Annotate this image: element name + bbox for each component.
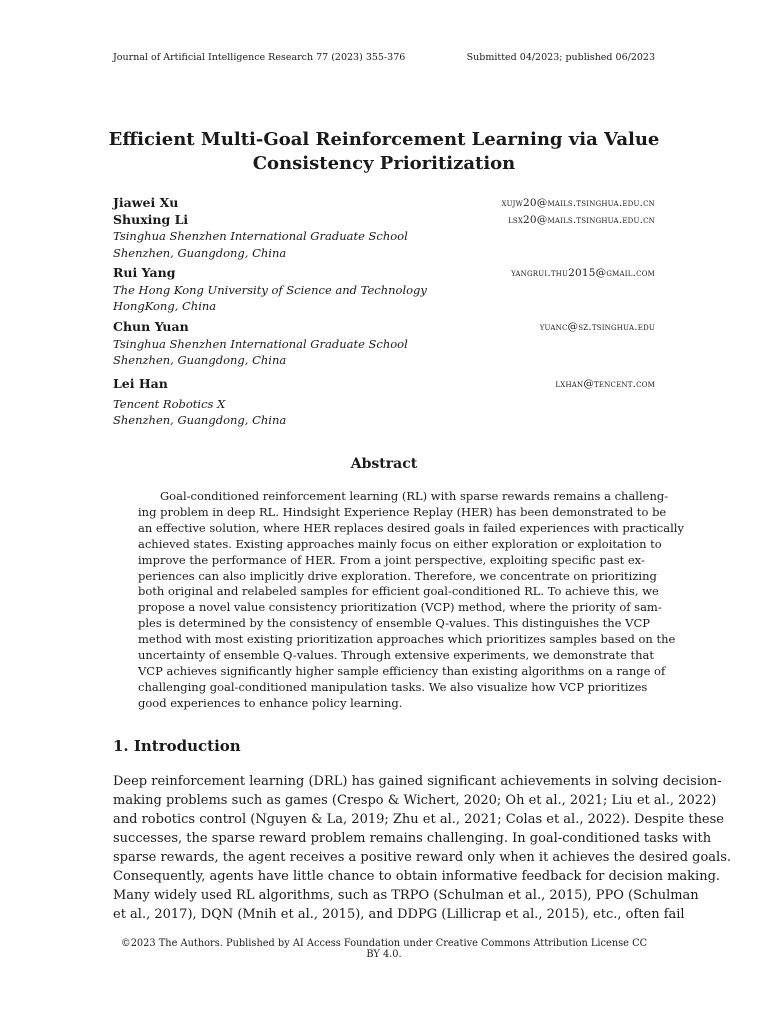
abstract-line: both original and relabeled samples for efficient goal-conditioned RL. To achieve this, we	[138, 584, 659, 599]
abstract-line: challenging goal-conditioned manipulation tasks. We also visualize how VCP prioritizes	[138, 679, 648, 694]
abstract-line: method with most existing prioritization approaches which prioritizes samples based on the	[138, 632, 676, 647]
author-name: Chun Yuan	[113, 319, 189, 334]
abstract-line: achieved states. Existing approaches mainly focus on either exploration or exploitation to	[138, 536, 662, 551]
author-name: Rui Yang	[113, 265, 176, 280]
intro-line: and robotics control (Nguyen & La, 2019; Zhu et al., 2021; Colas et al., 2022). Despite these	[113, 812, 724, 827]
affiliation-line: Shenzhen, Guangdong, China	[113, 413, 287, 427]
abstract-line: periences can also implicitly drive exploration. Therefore, we concentrate on prioritizing	[138, 568, 657, 583]
author-email: xujw20@mails.tsinghua.edu.cn	[501, 197, 655, 209]
affiliation-line: Tsinghua Shenzhen International Graduate School	[113, 229, 408, 243]
author-email: lxhan@tencent.com	[555, 378, 655, 390]
author-email: yuanc@sz.tsinghua.edu	[539, 321, 655, 333]
submission-dates: Submitted 04/2023; published 06/2023	[466, 52, 655, 63]
journal-citation: Journal of Artificial Intelligence Research 77 (2023) 355-376	[113, 52, 406, 63]
title-line-1: Efficient Multi-Goal Reinforcement Learning via Value	[108, 129, 660, 150]
abstract-line: propose a novel value consistency prioritization (VCP) method, where the priority of sam-	[138, 600, 662, 615]
paper-title	[100, 128, 668, 176]
copyright-footer: ©2023 The Authors. Published by AI Access Foundation under Creative Commons Attribution License CC BY 4.0.	[120, 938, 648, 960]
intro-line: making problems such as games (Crespo & Wichert, 2020; Oh et al., 2021; Liu et al., 2022)	[113, 793, 717, 808]
author-name: Jiawei Xu	[113, 195, 179, 210]
intro-line: Many widely used RL algorithms, such as TRPO (Schulman et al., 2015), PPO (Schulman	[113, 888, 699, 903]
title-line-2: Consistency Prioritization	[252, 153, 516, 174]
intro-line: Deep reinforcement learning (DRL) has gained significant achievements in solving decision-	[113, 774, 722, 789]
affiliation-line: HongKong, China	[113, 299, 217, 313]
author-group-tsinghua-2	[113, 319, 655, 369]
author-email: yangrui.thu2015@gmail.com	[511, 267, 655, 279]
running-header	[113, 52, 655, 63]
author-name: Lei Han	[113, 376, 168, 391]
intro-line: sparse rewards, the agent receives a positive reward only when it achieves the desired goals.	[113, 850, 732, 865]
introduction-body	[113, 772, 732, 924]
abstract-heading: Abstract	[350, 456, 418, 472]
abstract-line: uncertainty of ensemble Q-values. Through extensive experiments, we demonstrate that	[138, 648, 654, 663]
intro-line: et al., 2017), DQN (Mnih et al., 2015), and DDPG (Lillicrap et al., 2015), etc., often fail	[113, 907, 685, 922]
abstract-line: improve the performance of HER. From a joint perspective, exploiting specific past ex-	[138, 552, 645, 567]
author-group-hkust	[113, 265, 655, 315]
abstract-line: VCP achieves significantly higher sample efficiency than existing algorithms on a range of	[138, 663, 666, 678]
abstract-body	[138, 489, 684, 712]
abstract-line: ing problem in deep RL. Hindsight Experience Replay (HER) has been demonstrated to be	[138, 504, 667, 519]
author-name: Shuxing Li	[113, 211, 189, 227]
abstract-line: ples is determined by the consistency of ensemble Q-values. This distinguishes the VCP	[138, 616, 650, 631]
abstract-line: good experiences to enhance policy learning.	[138, 695, 403, 710]
affiliation-line: Tencent Robotics X	[113, 396, 226, 411]
intro-line: successes, the sparse reward problem remains challenging. In goal-conditioned tasks with	[113, 831, 712, 846]
affiliation-line: The Hong Kong University of Science and Technology	[113, 282, 427, 297]
affiliation-line: Shenzhen, Guangdong, China	[113, 245, 287, 260]
author-email: lsx20@mails.tsinghua.edu.cn	[507, 213, 655, 226]
affiliation-line: Tsinghua Shenzhen International Graduate School	[113, 336, 408, 351]
intro-line: Consequently, agents have little chance to obtain informative feedback for decision making.	[113, 869, 721, 884]
affiliation-line: Shenzhen, Guangdong, China	[113, 353, 287, 367]
author-group-tencent	[113, 376, 655, 429]
abstract-line: Goal-conditioned reinforcement learning (RL) with sparse rewards remains a challeng-	[160, 489, 669, 503]
abstract-line: an effective solution, where HER replaces desired goals in failed experiences with practically	[138, 520, 684, 535]
author-group-tsinghua	[113, 195, 655, 261]
introduction-heading: 1. Introduction	[113, 737, 241, 755]
